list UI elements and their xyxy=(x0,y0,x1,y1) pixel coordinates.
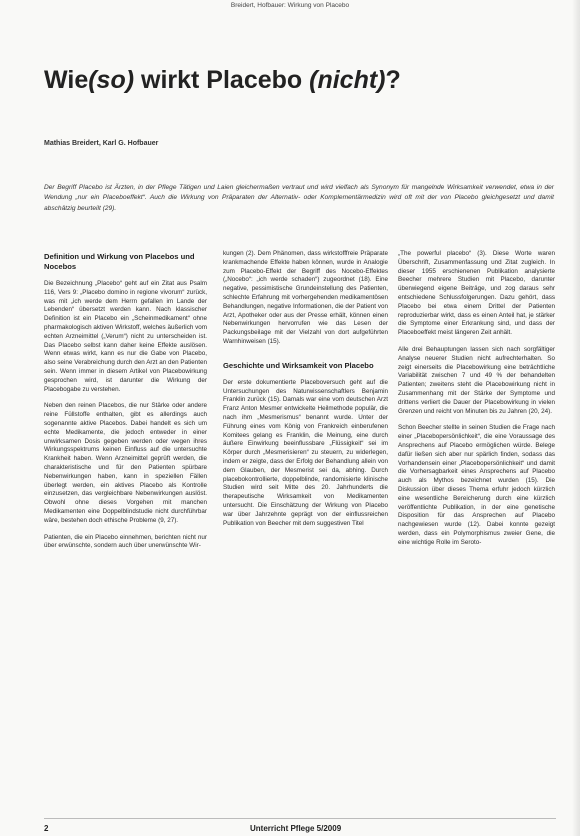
paragraph: Patienten, die ein Placebo einnehmen, berichten nicht nur über erwünschte, sondern auch über unerwünschte Wir- xyxy=(44,533,207,550)
column-1 xyxy=(44,250,207,559)
title-part-italic: (nicht) xyxy=(309,66,386,94)
running-head: Breidert, Hofbauer: Wirkung von Placebo xyxy=(230,2,350,9)
paragraph: Die Bezeichnung „Placebo“ geht auf ein Zitat aus Psalm 116, Vers 9: „Placebo domino in regione vivorum“ zurück, was mit „ich werde dem Herrn gefallen im Lande der Lebenden“ übersetzt werden kann. Nach klassischer Definition ist ein Placebo ein „Scheinmedikament“ ohne pharmakologisch aktiven Wirkstoff, welches äußerlich vom echten Arzneimittel („Verum“) nicht zu unterscheiden ist. Das Placebo selbst kann daher keine Effekte auslösen. Wenn etwas wirkt, kann es nur die Gabe von Placebo, also seine Verabreichung durch den Arzt an den Patienten sein. Wenn immer in diesem Artikel von Placebowirkung gesprochen wird, ist darunter die Wirkung der Placebogabe zu verstehen. xyxy=(44,280,207,393)
page-number: 2 xyxy=(44,824,49,833)
paragraph: Der erste dokumentierte Placeboversuch geht auf die Untersuchungen des Naturwissenschaftlers Benjamin Franklin zurück (15). Damals war eine vom deutschen Arzt Franz Anton Mesmer entwickelte Heilmethode populär, die nach ihm „Mesmerismus“ benannt wurde. Unter der Führung eines vom König von Frankreich einberufenen Komitees gelang es Franklin, die Meinung, eine durch äußere Einwirkung beeinflussbare „Flüssigkeit“ sei im Körper durch „Mesmerisieren“ zu steuern, zu widerlegen, indem er zeigte, dass der Erfolg der Behandlung allein von dem Glauben, der Mesmerist sei da, abhing. Durch placebokontrollierte, doppelblinde, randomisierte klinische Studien wird seit Mitte des 20. Jahrhunderts die therapeutische Wirksamkeit von Medikamenten untersucht. Die Einschätzung der Wirkung von Placebo war über Jahrzehnte geprägt von der einflussreichen Publikation von Beecher mit dem suggestiven Titel xyxy=(223,378,388,527)
column-3 xyxy=(398,250,555,556)
column-2 xyxy=(223,250,388,536)
title-part: Wie xyxy=(44,66,89,94)
paragraph: Alle drei Behauptungen lassen sich nach sorgfältiger Analyse neuerer Studien nicht aufrechterhalten. So zeigt einerseits die Placebowirkung eine beträchtliche Variabilität zwischen 7 und 49 % der behandelten Patienten; zweitens steht die Placebowirkung nicht in Zusammenhang mit der Stärke der Symptome und drittens verliert die Dauer der Placebowirkung in vielen Grenzen und reicht von Minuten bis zu Jahren (20, 24). xyxy=(398,345,555,415)
journal-footer: Unterricht Pflege 5/2009 xyxy=(250,824,342,833)
section-heading: Definition und Wirkung von Placebos und Nocebos xyxy=(44,252,195,271)
section-heading: Geschichte und Wirksamkeit von Placebo xyxy=(223,360,374,370)
paragraph: kungen (2). Dem Phänomen, dass wirkstofffreie Präparate krankmachende Effekte haben können, wurde in Analogie zum Placebo-Effekt der Begriff des Nocebo-Effektes („Nocebo“: „ich werde schaden“) zugeordnet (18). Eine negative, pessimistische Grundeinstellung des Patienten, schlechte Erfahrung mit vorhergehenden medikamentösen Behandlungen, negative Informationen, die der Patient von Arzt, Apotheker oder aus der Presse erhält, können einen Nebenwirkungen hervorrufen wie das Lesen der Packungsbeilage mit der Vielzahl von dort aufgeführten Warnhinweisen (15). xyxy=(223,250,388,345)
authors: Mathias Breidert, Karl G. Hofbauer xyxy=(44,140,159,147)
title-part: wirkt Placebo xyxy=(134,66,310,94)
title-part: ? xyxy=(385,66,401,94)
paragraph: Schon Beecher stellte in seinen Studien die Frage nach einer „Placebopersönlichkeit“, die eine Voraussage des Ansprechens auf Placebo ermöglichen würde. Belege dafür ließen sich aber nur spärlich finden, sodass das Vorhandensein einer „Placebopersönlichkeit“ und damit die Vorhersagbarkeit eines Ansprechens auf Placebo auch als Mythos bezeichnet wurden (15). Die Diskussion über dieses Thema erfuhr jedoch kürzlich eine wesentliche Bereicherung durch eine kürzlich veröffentlichte Publikation, in der eine genetische Disposition für das Ansprechen auf Placebo nachgewiesen wurde (12). Dabei konnte gezeigt werden, dass ein Polymorphismus zweier Gene, die eine wichtige Rolle im Seroto- xyxy=(398,424,555,546)
scan-edge-shadow xyxy=(572,0,580,836)
footer-divider xyxy=(44,818,556,819)
paragraph: Neben den reinen Placebos, die nur Stärke oder andere reine Füllstoffe enthalten, gibt es allerdings auch sogenannte aktive Placebos. Dabei handelt es sich um echte Medikamente, die jedoch entweder in einer unwirksamen Dosis gegeben werden oder wegen ihres Wirkungsspektrums keinen Einfluss auf die untersuchte Krankheit haben. Wenn Arzneimittel geprüft werden, die charakteristische und für den Patienten spürbare Nebenwirkungen haben, kann in speziellen Fällen überlegt werden, ein aktives Placebo als Kontrolle einzusetzen, das vergleichbare Nebenwirkungen auslöst. Obwohl ohne dieses Vorgehen mit manchen Medikamenten eine Doppelblindstudie nicht durchführbar wäre, bestehen doch ethische Probleme (9, 27). xyxy=(44,402,207,524)
abstract: Der Begriff Placebo ist Ärzten, in der Pflege Tätigen und Laien gleichermaßen vertraut und wird vielfach als Synonym für mangelnde Wirksamkeit verwendet, etwa in der Wendung „nur ein Placeboeffekt“. Auch die Wirkung von Präparaten der Alternativ- oder Komplementärmedizin wird oft mit der von Placebo gleichgesetzt und damit abschätzig beurteilt (29). xyxy=(44,184,554,212)
title-part-italic: (so) xyxy=(88,66,135,94)
paragraph: „The powerful placebo“ (3). Diese Worte waren Überschrift, Zusammenfassung und Zitat zugleich. In dieser 1955 erschienenen Publikation analysierte Beecher mehrere Studien mit Placebo, darunter überwiegend eigene Beiträge, und zog daraus sehr entschiedene Schlussfolgerungen. Dazu gehört, dass Placebo bei etwa einem Drittel der Patienten reproduzierbar wirkt, dass es einen Anteil hat, je stärker die Symptome einer Erkrankung sind, und dass der Placeboeffekt meist längeren Zeit anhält. xyxy=(398,250,555,337)
article-title xyxy=(44,66,401,95)
